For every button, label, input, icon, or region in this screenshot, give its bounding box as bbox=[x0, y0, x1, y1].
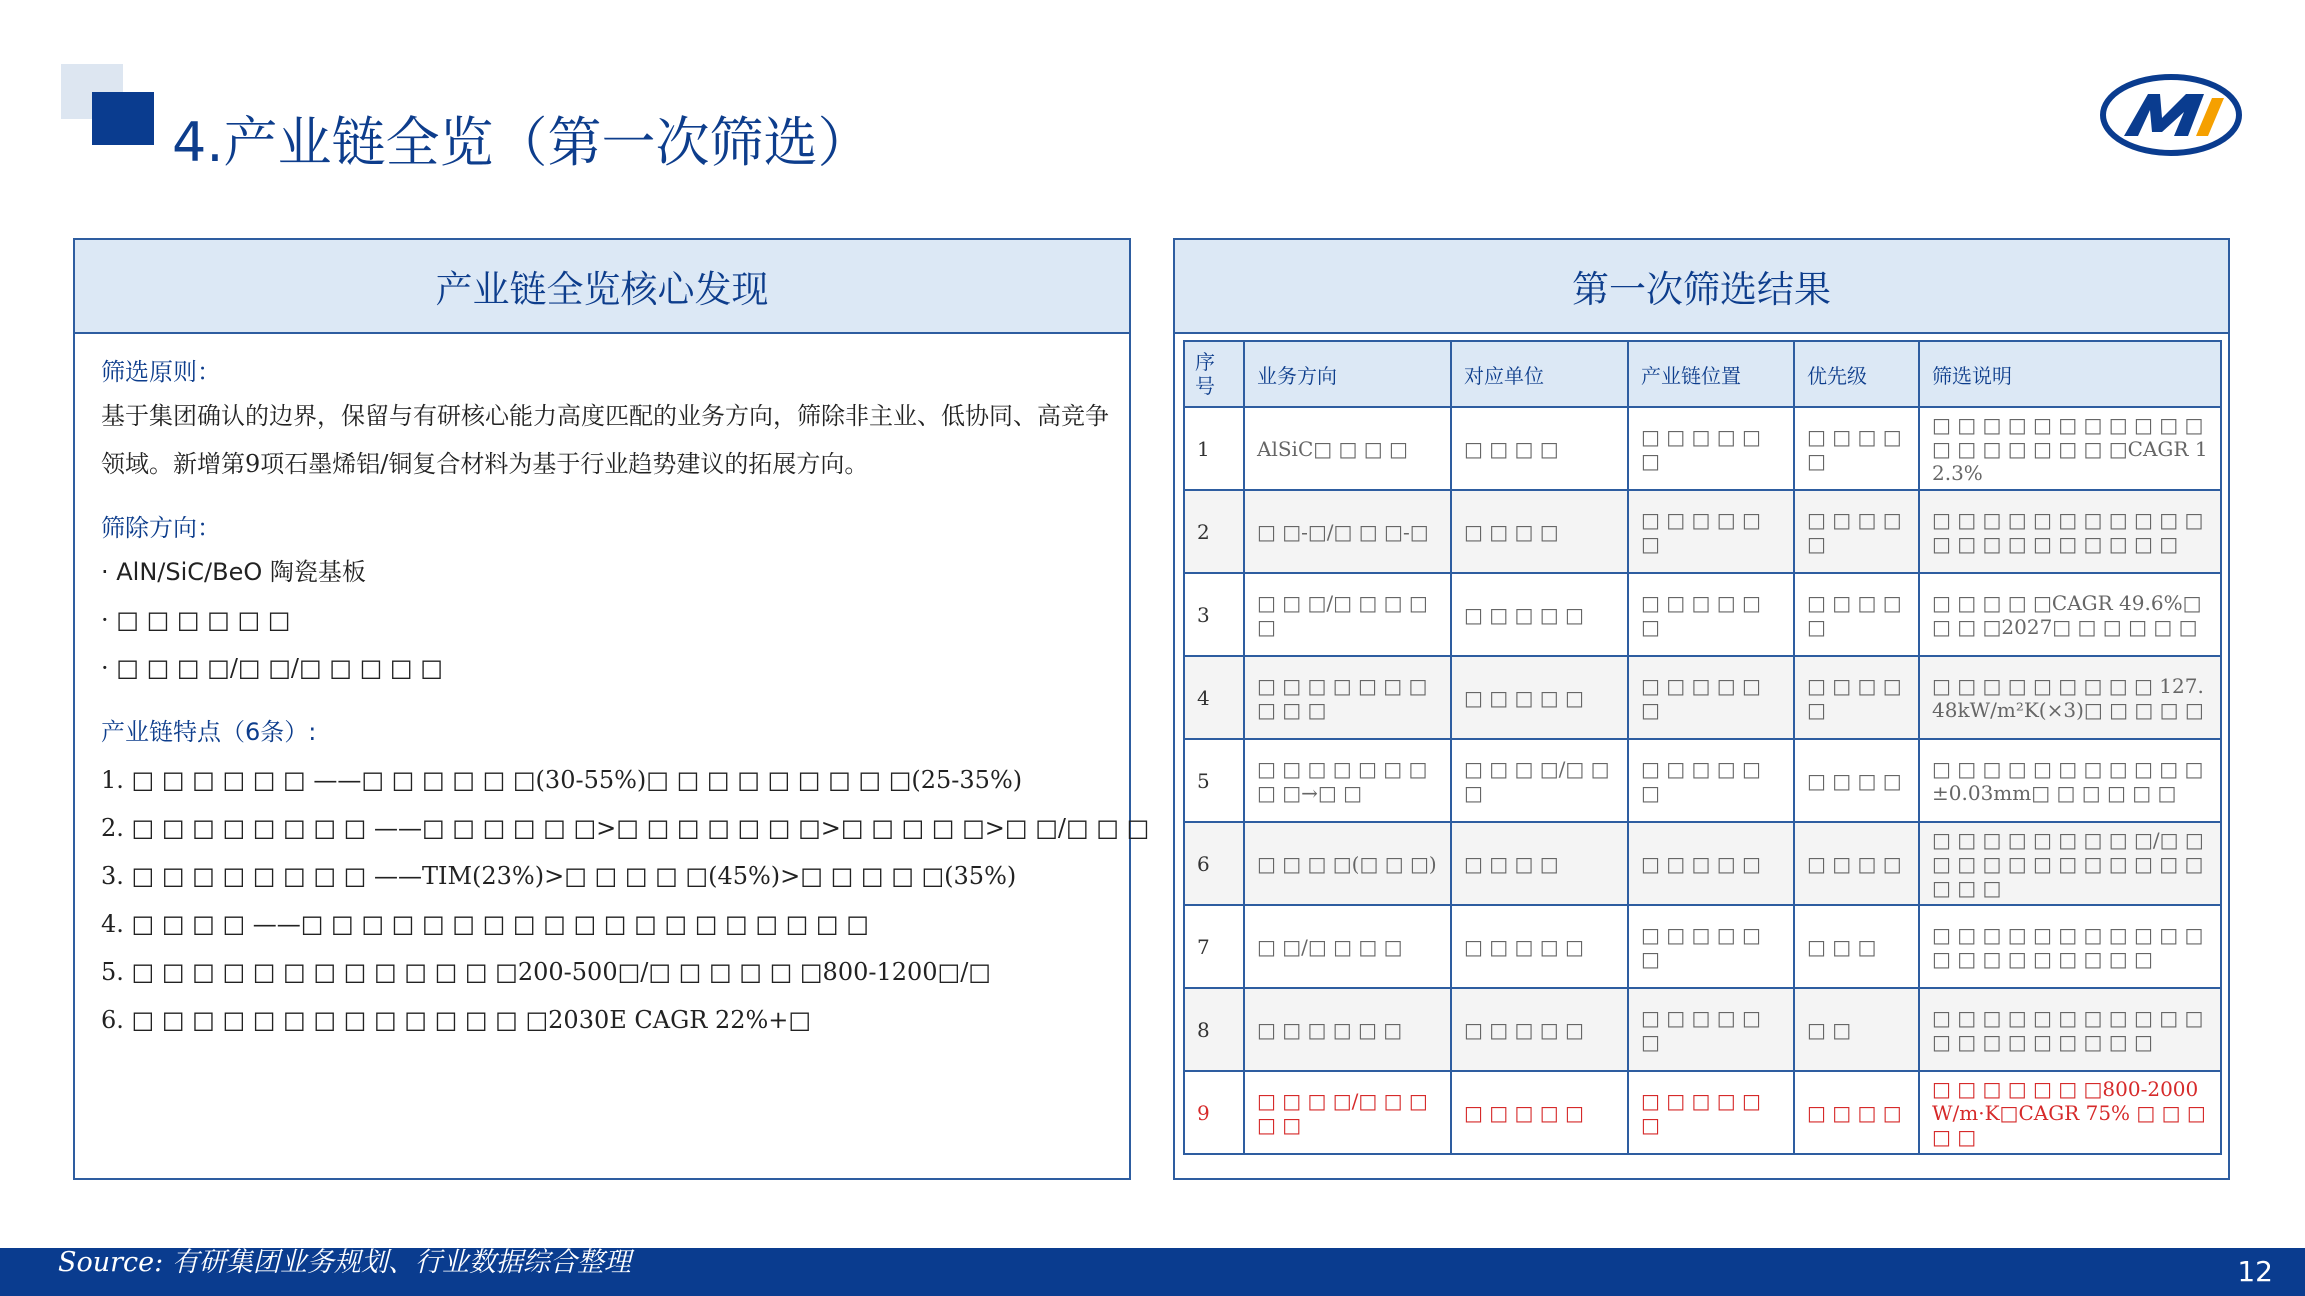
cell-priority: □ □ □ □ □ bbox=[1794, 656, 1919, 739]
cell-notes: □ □ □ □ □ □ □ □ □ □ □ □ □ □ □ □ □ □ □ □ bbox=[1919, 905, 2221, 988]
feature-item: 3. □ □ □ □ □ □ □ □ ——TIM(23%)>□ □ □ □ □(45%)>□ □ □ □ □(35%) bbox=[101, 862, 1017, 890]
column-header-business: 业务方向 bbox=[1244, 341, 1451, 407]
core-findings-panel bbox=[73, 238, 1150, 1180]
screening-results-table bbox=[1183, 340, 2222, 1155]
screening-results-panel bbox=[1173, 238, 2230, 1180]
features-label: 产业链特点（6条）: bbox=[101, 718, 317, 746]
cell-position: □ □ □ □ □ □ bbox=[1628, 407, 1794, 490]
cell-position: □ □ □ □ □ □ bbox=[1628, 988, 1794, 1071]
cell-priority: □ □ □ □ bbox=[1794, 822, 1919, 905]
cell-business: AlSiC□ □ □ □ bbox=[1244, 407, 1451, 490]
cell-notes: □ □ □ □ □ □ □ □ □ □ □ □ □ □ □ □ □ □ □CAGR 12.3% bbox=[1919, 407, 2221, 490]
cell-position: □ □ □ □ □ bbox=[1628, 822, 1794, 905]
cell-index: 1 bbox=[1184, 407, 1244, 490]
feature-item: 5. □ □ □ □ □ □ □ □ □ □ □ □ □200-500□/□ □ □ □ □ □800-1200□/□ bbox=[101, 958, 991, 986]
cell-priority: □ □ □ □ bbox=[1794, 739, 1919, 822]
cell-unit: □ □ □ □ bbox=[1451, 407, 1628, 490]
cell-notes: □ □ □ □ □ □ □ □ □ 127.48kW/m²K(×3)□ □ □ □ □ bbox=[1919, 656, 2221, 739]
cell-business: □ □/□ □ □ □ bbox=[1244, 905, 1451, 988]
cell-notes: □ □ □ □ □CAGR 49.6%□ □ □ □2027□ □ □ □ □ □ bbox=[1919, 573, 2221, 656]
page-number: 12 bbox=[2237, 1255, 2273, 1288]
table-row-highlighted bbox=[1184, 1071, 2221, 1154]
cell-position: □ □ □ □ □ □ bbox=[1628, 1071, 1794, 1154]
excluded-label: 筛除方向： bbox=[101, 514, 221, 542]
column-header-index: 序号 bbox=[1184, 341, 1244, 407]
cell-index: 2 bbox=[1184, 490, 1244, 573]
table-row bbox=[1184, 407, 2221, 490]
cell-index: 6 bbox=[1184, 822, 1244, 905]
table-header-row bbox=[1184, 341, 2221, 407]
excluded-item: · □ □ □ □/□ □/□ □ □ □ □ bbox=[101, 654, 443, 682]
cell-unit: □ □ □ □/□ □ □ bbox=[1451, 739, 1628, 822]
feature-item: 2. □ □ □ □ □ □ □ □ ——□ □ □ □ □ □>□ □ □ □ □ □ □>□ □ □ □ □>□ □/□ □ □ bbox=[101, 814, 1150, 842]
excluded-item: · □ □ □ □ □ □ bbox=[101, 606, 291, 634]
cell-unit: □ □ □ □ □ bbox=[1451, 656, 1628, 739]
cell-business: □ □ □ □(□ □ □) bbox=[1244, 822, 1451, 905]
cell-priority: □ □ □ □ □ bbox=[1794, 573, 1919, 656]
cell-priority: □ □ □ □ □ bbox=[1794, 407, 1919, 490]
cell-unit: □ □ □ □ □ bbox=[1451, 988, 1628, 1071]
cell-notes: □ □ □ □ □ □ □ □ □/□ □ □ □ □ □ □ □ □ □ □ □ □ □ □ □ bbox=[1919, 822, 2221, 905]
core-findings-heading: 产业链全览核心发现 bbox=[75, 240, 1129, 334]
cell-index: 3 bbox=[1184, 573, 1244, 656]
cell-priority: □ □ □ □ □ bbox=[1794, 490, 1919, 573]
cell-business: □ □ □ □ □ □ □ □ □ □ bbox=[1244, 656, 1451, 739]
column-header-priority: 优先级 bbox=[1794, 341, 1919, 407]
cell-position: □ □ □ □ □ □ bbox=[1628, 739, 1794, 822]
core-findings-body bbox=[101, 350, 1150, 1044]
source-note: Source: 有研集团业务规划、行业数据综合整理 bbox=[58, 1247, 631, 1278]
table-row bbox=[1184, 656, 2221, 739]
cell-index: 9 bbox=[1184, 1071, 1244, 1154]
column-header-notes: 筛选说明 bbox=[1919, 341, 2221, 407]
column-header-position: 产业链位置 bbox=[1628, 341, 1794, 407]
table-row bbox=[1184, 905, 2221, 988]
excluded-item: · AlN/SiC/BeO 陶瓷基板 bbox=[101, 558, 366, 586]
column-header-unit: 对应单位 bbox=[1451, 341, 1628, 407]
cell-business: □ □ □ □ □ □ □ □ □→□ □ bbox=[1244, 739, 1451, 822]
cell-notes: □ □ □ □ □ □ □800-2000W/m·K□CAGR 75% □ □ □ □ □ bbox=[1919, 1071, 2221, 1154]
feature-item: 6. □ □ □ □ □ □ □ □ □ □ □ □ □ □2030E CAGR 22%+□ bbox=[101, 1006, 812, 1034]
cell-position: □ □ □ □ □ □ bbox=[1628, 573, 1794, 656]
cell-index: 4 bbox=[1184, 656, 1244, 739]
table-row bbox=[1184, 490, 2221, 573]
cell-notes: □ □ □ □ □ □ □ □ □ □ □ □ □ □ □ □ □ □ □ □ □ bbox=[1919, 490, 2221, 573]
feature-item: 4. □ □ □ □ ——□ □ □ □ □ □ □ □ □ □ □ □ □ □ □ □ □ □ □ bbox=[101, 910, 869, 938]
cell-position: □ □ □ □ □ □ bbox=[1628, 490, 1794, 573]
table-row bbox=[1184, 573, 2221, 656]
title-decoration-dark bbox=[92, 92, 154, 145]
cell-unit: □ □ □ □ bbox=[1451, 490, 1628, 573]
cell-priority: □ □ □ bbox=[1794, 905, 1919, 988]
cell-index: 5 bbox=[1184, 739, 1244, 822]
principle-text: 基于集团确认的边界，保留与有研核心能力高度匹配的业务方向，筛除非主业、低协同、高竞争领域。新增第9项石墨烯铝/铜复合材料为基于行业趋势建议的拓展方向。 bbox=[101, 402, 1109, 478]
cell-notes: □ □ □ □ □ □ □ □ □ □ □ ±0.03mm□ □ □ □ □ □ bbox=[1919, 739, 2221, 822]
cell-position: □ □ □ □ □ □ bbox=[1628, 656, 1794, 739]
feature-item: 1. □ □ □ □ □ □ ——□ □ □ □ □ □(30-55%)□ □ □ □ □ □ □ □ □(25-35%) bbox=[101, 766, 1023, 794]
cell-unit: □ □ □ □ □ bbox=[1451, 905, 1628, 988]
cell-unit: □ □ □ □ □ bbox=[1451, 1071, 1628, 1154]
table-row bbox=[1184, 822, 2221, 905]
cell-priority: □ □ bbox=[1794, 988, 1919, 1071]
cell-unit: □ □ □ □ bbox=[1451, 822, 1628, 905]
principle-label: 筛选原则： bbox=[101, 358, 221, 386]
cell-unit: □ □ □ □ □ bbox=[1451, 573, 1628, 656]
cell-notes: □ □ □ □ □ □ □ □ □ □ □ □ □ □ □ □ □ □ □ □ bbox=[1919, 988, 2221, 1071]
screening-results-heading: 第一次筛选结果 bbox=[1175, 240, 2228, 334]
cell-index: 7 bbox=[1184, 905, 1244, 988]
cell-business: □ □-□/□ □ □-□ bbox=[1244, 490, 1451, 573]
table-row bbox=[1184, 988, 2221, 1071]
cell-priority: □ □ □ □ bbox=[1794, 1071, 1919, 1154]
cell-index: 8 bbox=[1184, 988, 1244, 1071]
cell-business: □ □ □ □ □ □ bbox=[1244, 988, 1451, 1071]
page-title: 4.产业链全览（第一次筛选） bbox=[172, 111, 872, 174]
cell-position: □ □ □ □ □ □ bbox=[1628, 905, 1794, 988]
cell-business: □ □ □ □/□ □ □ □ □ bbox=[1244, 1071, 1451, 1154]
table-row bbox=[1184, 739, 2221, 822]
cell-business: □ □ □/□ □ □ □ □ bbox=[1244, 573, 1451, 656]
company-logo-icon bbox=[2100, 74, 2242, 156]
